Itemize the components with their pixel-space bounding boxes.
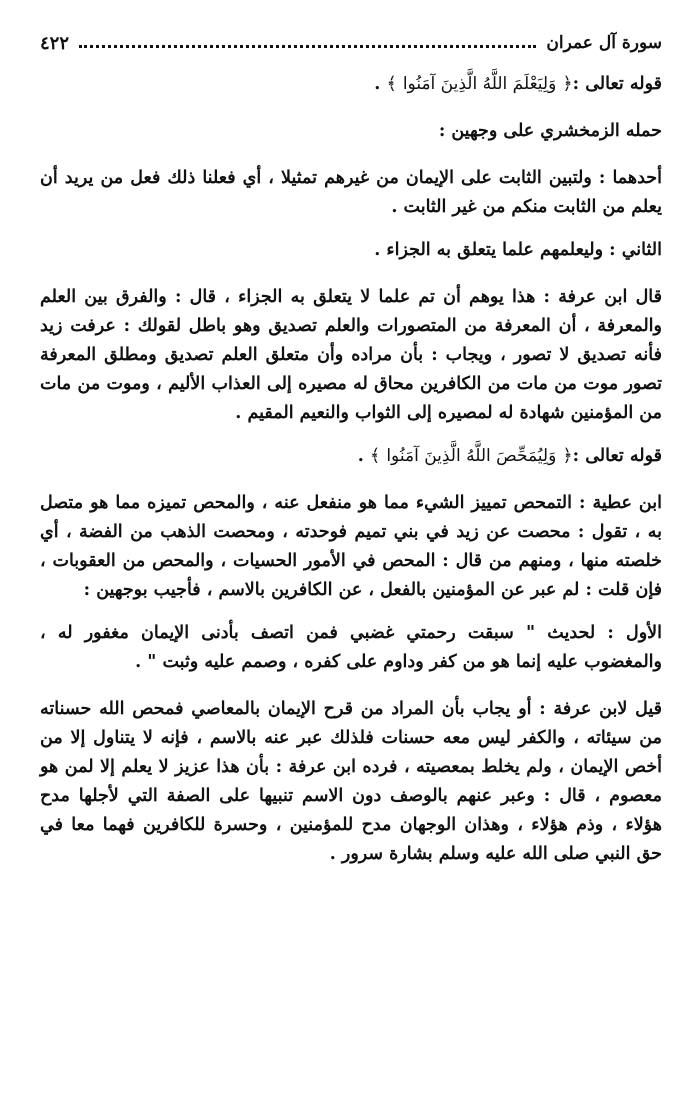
verse-tail: . [357,446,370,466]
page-number: ٤٢٢ [40,32,70,54]
paragraph: قال ابن عرفة : هذا يوهم أن تم علما لا يتعلق به الجزاء ، قال : والفرق بين العلم والمعرفة ، أن المعرفة من المتصورات والعلم تصديق وهو باطل لقولك : عرفت زيد فأنه تصديق لا تصور ، ويجاب : بأن مراده وأن متعلق العلم تصديق ومطلق المعرفة تصور موت من مات من الكافرين محاق له مصيره إلى العذاب الأليم ، وموت من مات من المؤمنين شهادة له لمصيره إلى الثواب والنعيم المقيم . [40,287,662,423]
verse-close-bracket: ﴾ [386,74,397,94]
paragraph: حمله الزمخشري على وجهين : [438,121,662,141]
paragraph: أحدهما : ولتبين الثابت على الإيمان من غيرهم تمثيلا ، أي فعلنا ذلك فعل من يريد أن يعلم من الثابت منكم من غير الثابت . [40,168,662,217]
paragraph: الأول : لحديث " سبقت رحمتي غضبي فمن اتصف بأدنى الإيمان مغفور له ، والمغضوب عليه إنما هو من كفر وداوم على كفره ، وصمم عليه وثبت " . [40,623,662,672]
verse-intro: قوله تعالى : [572,446,662,466]
verse-open-bracket: ﴿ [562,446,573,466]
quran-verse: وَلِيُمَحِّصَ اللَّهُ الَّذِينَ آمَنُوا [386,446,557,466]
verse-close-bracket: ﴾ [369,446,381,466]
header-dotted-rule [79,45,536,48]
paragraph: الثاني : وليعلمهم علما يتعلق به الجزاء . [374,240,662,260]
verse-open-bracket: ﴿ [562,74,573,94]
page-content [40,70,662,869]
verse-tail: . [374,74,387,94]
page-header [40,30,662,56]
paragraph: قيل لابن عرفة : أو يجاب بأن المراد من قرح الإيمان بالمعاصي فمحص الله حسناته من سيئاته ، والكفر ليس معه حسنات فلذلك عبر عنه بالاسم ، فإنه لا يتناول إلا من أخص الإيمان ، ولم يخلط بمعصيته ، فرده ابن عرفة : بأن هذا عزيز لا يعلم إلا لمن هو معصوم ، قال : وعبر عنهم بالوصف دون الاسم تنبيها على الصفة التي لأجلها مدح هؤلاء ، وذم هؤلاء ، وهذان الوجهان مدح للمؤمنين ، وحسرة للكافرين فهما معا في حق النبي صلى الله عليه وسلم بشارة سرور . [40,699,662,864]
verse-paragraph-1 [40,70,662,99]
verse-paragraph-2 [40,442,662,471]
surah-title: سورة آل عمران [546,33,662,53]
paragraph: ابن عطية : التمحص تمييز الشيء مما هو منفعل عنه ، والمحص تميزه مما هو متصل به ، تقول : محصت عن زيد في بني تميم فوحدته ، ومحصت الذهب من الفضة ، أي خلصته منها ، ومنهم من قال : المحص في الأمور الحسيات ، والمحص من العقوبات ، فإن قلت : لم عبر عن المؤمنين بالفعل ، عن الكافرين بالاسم ، فأجيب بوجهين : [40,493,662,600]
verse-intro: قوله تعالى : [572,74,662,94]
quran-verse: وَلِيَعْلَمَ اللَّهُ الَّذِينَ آمَنُوا [402,74,557,94]
